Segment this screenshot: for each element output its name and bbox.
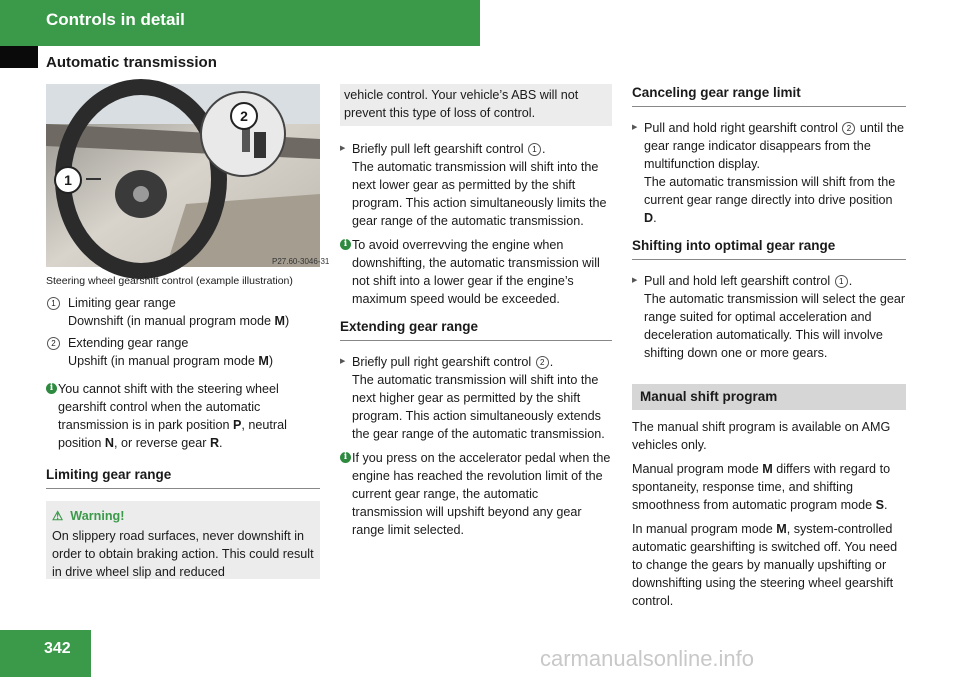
- legend-item-1: [46, 294, 320, 330]
- info-icon: i: [340, 239, 351, 250]
- legend-num-1: 1: [47, 297, 60, 310]
- step-upshift-text: The automatic transmission will shift into the next higher gear as permitted by the shift program. This action simultaneously extends the gear range of the automatic transmission.: [352, 373, 605, 441]
- section-marker: [0, 46, 38, 68]
- manual-shift-program-box: Manual shift program: [632, 384, 906, 410]
- steering-wheel-illustration: [46, 84, 330, 267]
- legend-label-2: Extending gear range: [68, 336, 189, 350]
- info-note-park: i You cannot shift with the steering wheel gearshift control when the automatic transmission is in park position P, neutral position N, or reverse gear R.: [46, 380, 320, 452]
- info-icon: i: [340, 452, 351, 463]
- legend-num-2: 2: [47, 337, 60, 350]
- warning-title: ⚠ Warning!: [52, 509, 125, 523]
- figure-code: P27.60-3046-31: [272, 257, 330, 266]
- paragraph-mode-m: Manual program mode M differs with regard to spontaneity, response time, and shifting smoothness from automatic program mode S.: [632, 462, 891, 512]
- warning-box: [46, 501, 320, 579]
- steering-wheel-drawing: [46, 84, 330, 267]
- legend-desc-2: Upshift (in manual program mode M): [68, 354, 274, 368]
- legend-item-2: [46, 334, 320, 370]
- step-cancel-limit: ▶ Pull and hold right gearshift control 2 until the gear range indicator disappears from the multifunction display. The automatic transmission will shift from the current gear range directly into drive position D.: [632, 119, 906, 227]
- info-note-overrevving: i To avoid overrevving the engine when downshifting, the automatic transmission will not shift into a lower gear if the engine’s maximum speed would be exceeded.: [340, 236, 612, 308]
- step-optimal-gear: ▶ Pull and hold left gearshift control 1 . The automatic transmission will select the gear range suited for optimal acceleration and deceleration automatically. This will involve shifting down one or more gears.: [632, 272, 906, 362]
- legend-label-1: Limiting gear range: [68, 296, 176, 310]
- page-number: 342: [44, 640, 71, 657]
- figure-caption: Steering wheel gearshift control (example illustration): [46, 275, 293, 287]
- watermark: carmanualsonline.info: [540, 646, 755, 671]
- page-number-block: [0, 630, 91, 677]
- heading-limiting-gear-range: Limiting gear range: [46, 466, 320, 489]
- legend-desc-1: Downshift (in manual program mode M): [68, 314, 290, 328]
- section-title: Automatic transmission: [46, 54, 217, 71]
- column-3: [632, 84, 906, 616]
- warning-box-continued: vehicle control. Your vehicle’s ABS will not prevent this type of loss of control.: [340, 84, 612, 126]
- step-optimal-gear-text: The automatic transmission will select the gear range suited for optimal acceleration and deceleration automatically. This will involve shifting down one or more gears.: [644, 292, 906, 360]
- heading-extending-gear-range: Extending gear range: [340, 318, 612, 341]
- heading-optimal-gear-range: Shifting into optimal gear range: [632, 237, 906, 260]
- info-note-accelerator: i If you press on the accelerator pedal when the engine has reached the revolution limit of the current gear range, the automatic transmission will upshift beyond any gear range limit selected.: [340, 449, 612, 539]
- chapter-title: Controls in detail: [46, 10, 185, 29]
- paragraph-manual-mode: In manual program mode M, system-controlled automatic gearshifting is switched off. You need to change the gears by manually upshifting or downshifting using the steering wheel gearshift control.: [632, 522, 898, 608]
- callout-2: 2: [230, 102, 258, 130]
- step-cancel-limit-text: The automatic transmission will shift from the current gear range directly into drive position D.: [644, 175, 896, 225]
- column-1: [46, 275, 320, 579]
- paragraph-amg: The manual shift program is available on AMG vehicles only.: [632, 420, 891, 452]
- step-downshift-text: The automatic transmission will shift into the next lower gear as permitted by the shift program. This action simultaneously limits the gear range of the automatic transmission.: [352, 160, 607, 228]
- step-downshift: ▶ Briefly pull left gearshift control 1 . The automatic transmission will shift into the next lower gear as permitted by the shift program. This action simultaneously limits the gear range of the automatic transmission.: [340, 140, 612, 230]
- warning-icon: ⚠: [52, 509, 64, 523]
- warning-text: On slippery road surfaces, never downshift in order to obtain braking action. This could result in drive wheel slip and reduced: [52, 529, 314, 579]
- column-2: [340, 84, 612, 539]
- info-icon: i: [46, 383, 57, 394]
- step-upshift: ▶ Briefly pull right gearshift control 2 . The automatic transmission will shift into the next higher gear as permitted by the shift program. This action simultaneously extends the gear range of the automatic transmission.: [340, 353, 612, 443]
- heading-canceling-gear-range-limit: Canceling gear range limit: [632, 84, 906, 107]
- callout-1: 1: [54, 166, 82, 194]
